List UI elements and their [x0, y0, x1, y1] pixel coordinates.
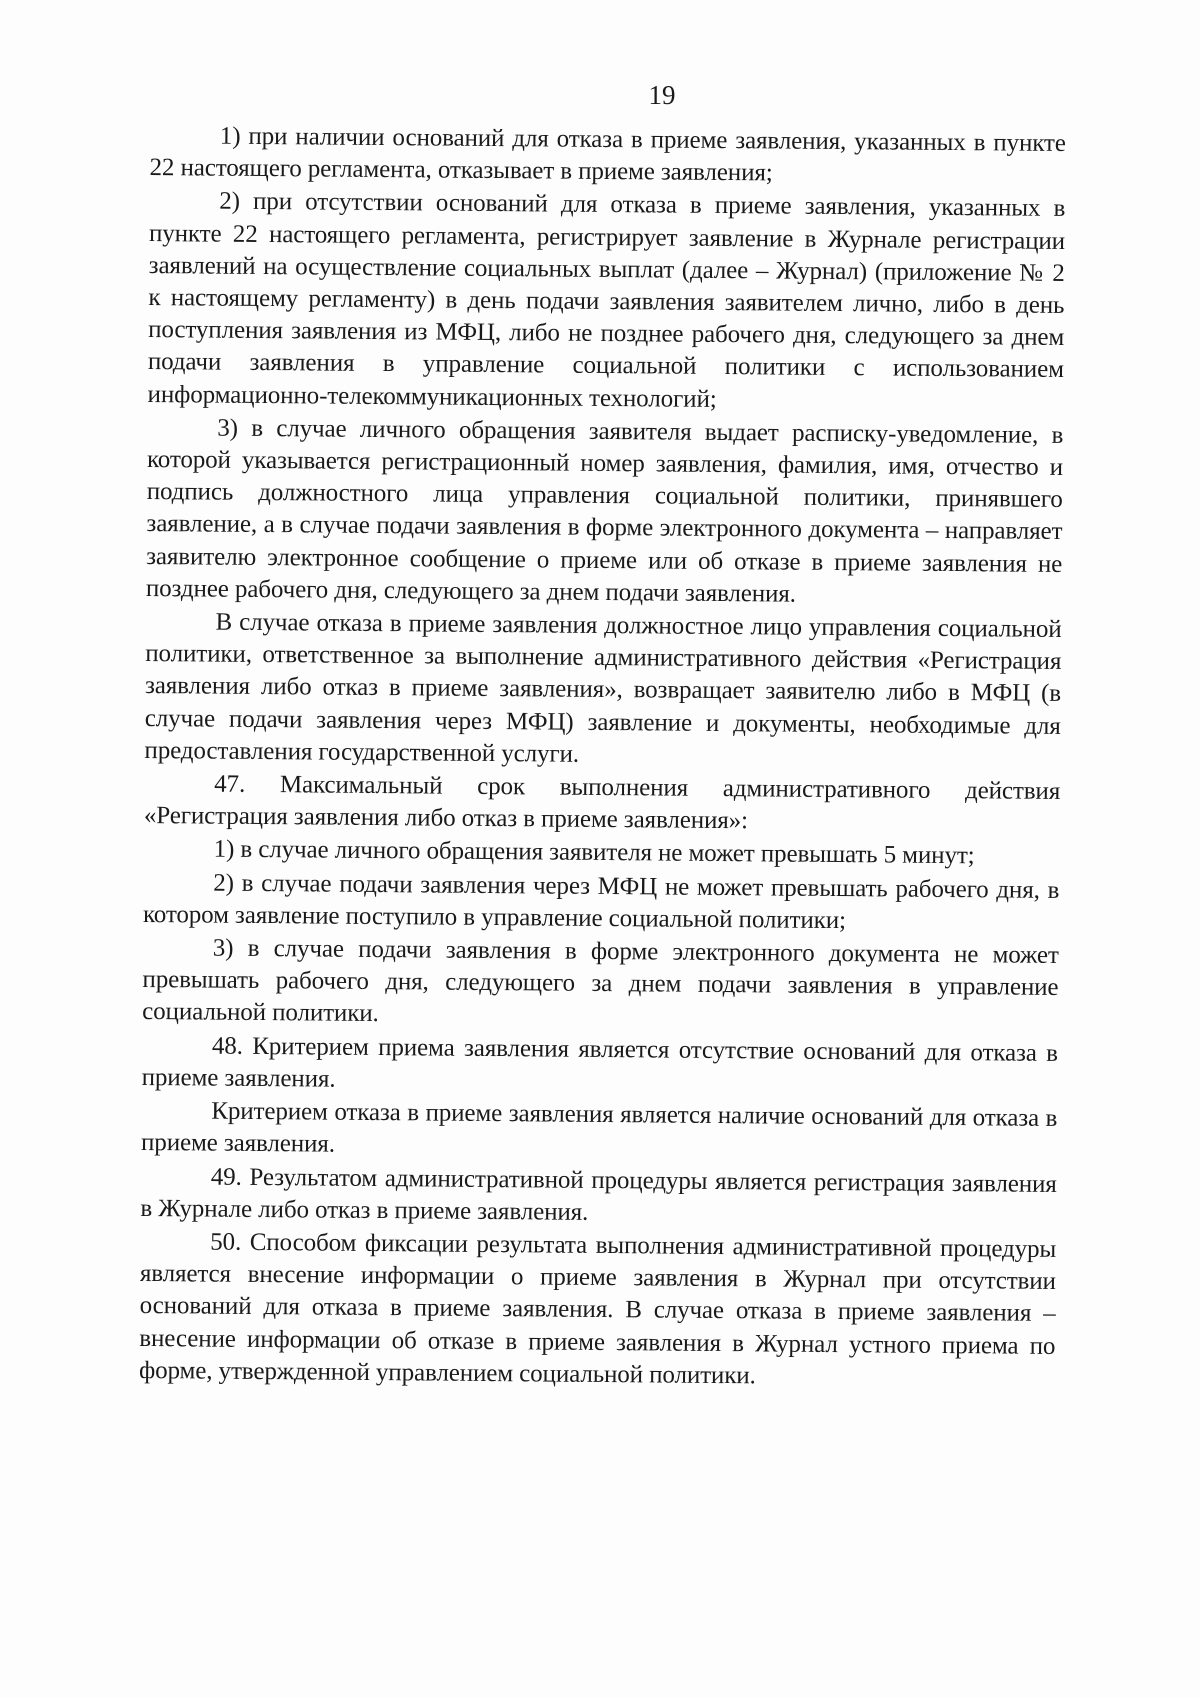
paragraph-receipt-notice: 3) в случае личного обращения заявителя выдает расписку-уведомление, в которой указывается регистрационный номер заявления, фамилия, имя, отчество и подпись должностного лица управления социальной политики, принявшего заявление, а в случае подачи заявления в форме электронного документа – направляет заявителю электронное сообщение о приеме или об отказе в приеме заявления не позднее рабочего дня, следующего за днем подачи заявления.	[145, 414, 1064, 608]
paragraph-47-item-3: 3) в случае подачи заявления в форме электронного документа не может превышать рабочего дня, следующего за днем подачи заявления в управление социальной политики.	[142, 934, 1059, 1028]
document-body	[139, 120, 1066, 1396]
paragraph-49-result: 49. Результатом административной процедуры является регистрация заявления в Журнале либо отказ в приеме заявления.	[140, 1163, 1057, 1226]
paragraph-47-item-1: 1) в случае личного обращения заявителя не может превышать 5 минут;	[213, 836, 975, 870]
paragraph-47-item-2: 2) в случае подачи заявления через МФЦ не может превышать рабочего дня, в котором заявление поступило в управление социальной политики;	[142, 869, 1060, 934]
paragraph-registration: 2) при отсутствии оснований для отказа в приеме заявления, указанных в пункте 22 настоящего регламента, регистрирует заявление в Журнале регистрации заявлений на осуществление социальных выплат (далее – Журнал) (приложение № 2 к настоящему регламенту) в день подачи заявления заявителем лично, либо в день поступления заявления из МФЦ, либо не позднее рабочего дня, следующего за днем подачи заявления в управление социальной политики с использованием информационно-телекоммуникационных технологий;	[147, 188, 1066, 413]
paragraph-50-recording: 50. Способом фиксации результата выполнения административной процедуры является внесение информации о приеме заявления в Журнал при отсутствии оснований для отказа в приеме заявления. В случае отказа в приеме заявления – внесение информации об отказе в приеме заявления в Журнал устного приема по форме, утвержденной управлением социальной политики.	[138, 1228, 1057, 1390]
paragraph-refusal-return: В случае отказа в приеме заявления должностное лицо управления социальной политики, ответственное за выполнение административного действия «Регистрация заявления либо отказ в приеме заявления», возвращает заявителю либо в МФЦ (в случае подачи заявления через МФЦ) заявление и документы, необходимые для предоставления государственной услуги.	[144, 608, 1062, 768]
page-number: 19	[648, 80, 676, 110]
paragraph-48-acceptance-criterion: 48. Критерием приема заявления является отсутствие оснований для отказа в приеме заявления.	[141, 1032, 1059, 1093]
paragraph-48-refusal-criterion: Критерием отказа в приеме заявления является наличие оснований для отказа в приеме заявления.	[140, 1097, 1058, 1158]
paragraph-47-max-term: 47. Максимальный срок выполнения административного действия «Регистрация заявления либо отказ в приеме заявления»:	[143, 770, 1061, 835]
paragraph-refusal: 1) при наличии оснований для отказа в приеме заявления, указанных в пункте 22 настоящего регламента, отказывает в приеме заявления;	[149, 122, 1066, 187]
